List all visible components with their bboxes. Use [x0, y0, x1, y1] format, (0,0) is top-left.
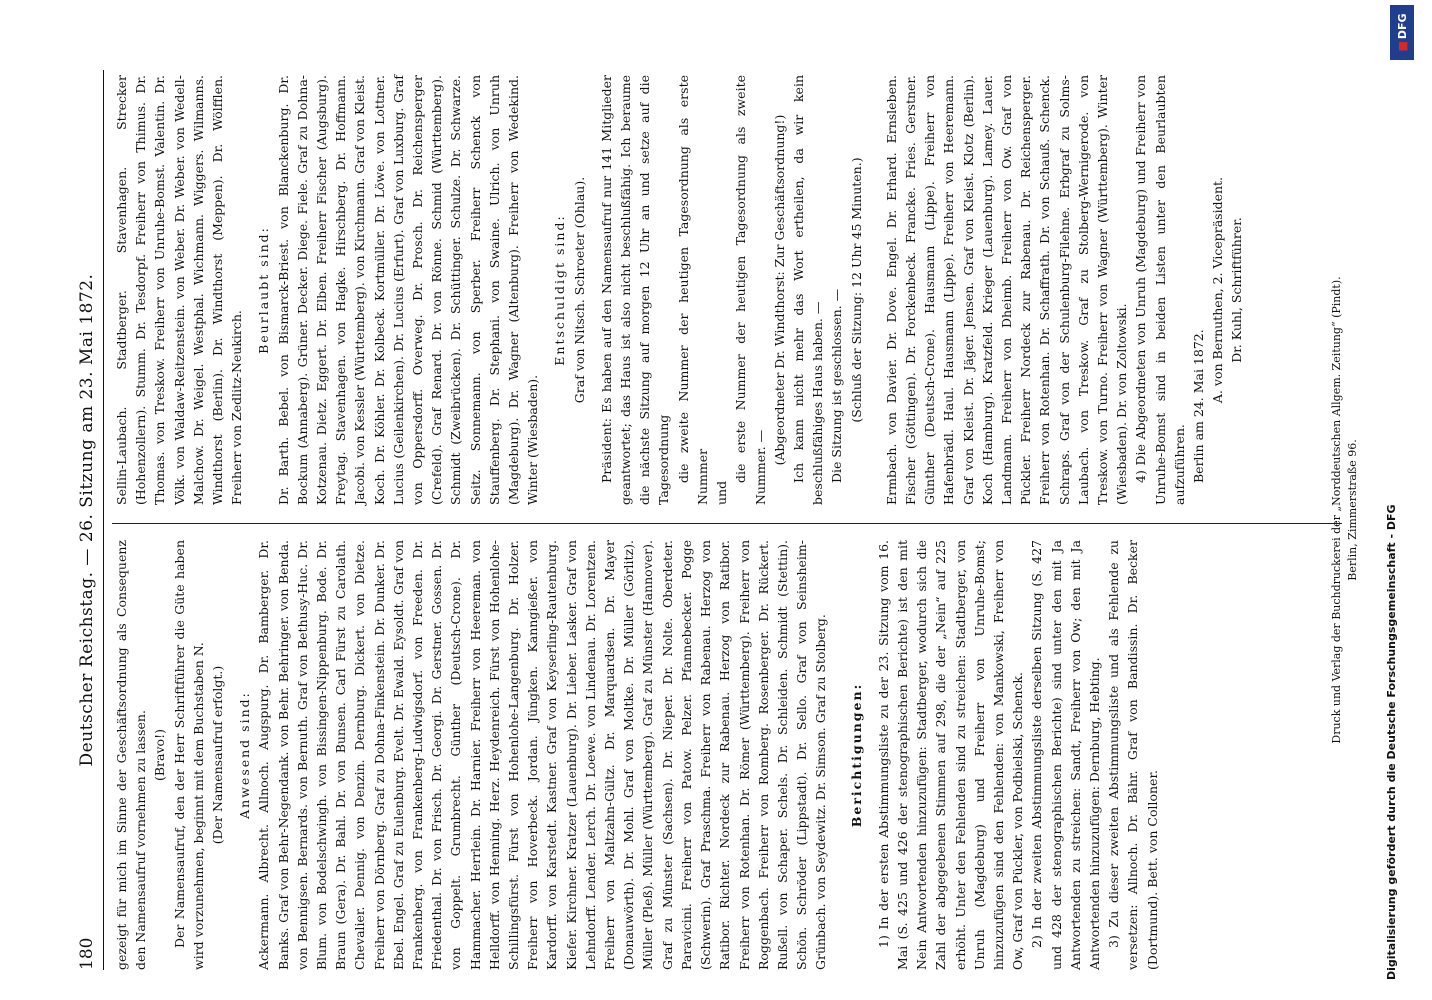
tagesordnung-item: die erste Nummer der heutigen Tagesordnung als zweite Nummer. —: [733, 75, 768, 505]
page-number: 180: [77, 937, 97, 970]
right-column: [112, 75, 1247, 505]
paragraph: Die Sitzung ist geschlossen. —: [829, 288, 845, 483]
stage-remark: (Abgeordneter Dr. Windthorst: Zur Geschäftsordnung!): [771, 114, 787, 466]
conjunction: und: [714, 480, 730, 505]
berichtigung-item-1: 1) In der ersten Abstimmungsliste zu der 23. Sitzung vom 16. Mai (S. 425 und 426 der stenographischen Berichte) ist den mit Nein Antwortenden hinzuzufügen: Stadtberger, wodurch sich die Zahl der abgegebenen Stimmen auf 298, die der „Nein“ auf 225 erhöht. Unter den Fehlenden sind zu streichen: Stadtberger, von Unruh (Magdeburg) und Freiherr von Unruhe-Bomst; hinzuzufügen sind den Fehlenden: von Mankowski, Freiherr von Ow, Graf von Pückler, von Podbielski, Schenck.: [875, 540, 1026, 970]
signature-line: A. von Bernuthen, 2. Vicepräsident.: [1210, 176, 1226, 404]
entschuldigt-list: Graf von Nitsch. Schroeter (Ohlau).: [571, 176, 587, 404]
berichtigung-item-4: 4) Die Abgeordneten von Unruh (Magdeburg) und Freiherr von Unruhe-Bomst sind in beiden Listen unter den Beurlaubten aufzuführen.: [1133, 75, 1187, 505]
signature-line: Dr. Kuhl, Schriftführer.: [1229, 217, 1245, 363]
dfg-logo: ■ DFG: [1390, 5, 1414, 60]
beurlaubt-heading: Beurlaubt sind:: [256, 226, 272, 354]
praesident-speech: Präsident: Es haben auf den Namensaufruf nur 141 Mitglieder geantwortet; das Haus ist also nicht beschlußfähig. Ich beraume die nächste Sitzung auf morgen 12 Uhr an und setze auf die Tagesordnung: [598, 75, 672, 505]
berichtigung-list-continued: Ermbach. von Davier. Dr. Dove. Engel. Dr. Erhard. Ernsleben. Fischer (Göttingen). Dr. Forckenbeck. Francke. Fries. Gerstner. Günther (Deutsch-Crone). Hausmann (Lippe). Freiherr von Hafenbrädl. Haul. Hausmann (Lippe). Freiherr von Heeremann. Graf von Kleist. Dr. Jäger. Jensen. Graf von Kleist. Klotz (Berlin). Koch (Hamburg). Kratzfeld. Krieger (Lauenburg). Lamey. Lauer. Landmann. Freiherr von Dheimb. Freiherr von Ow. Graf von Pückler. Freiherr Nordeck zur Rabenau. Dr. Reichensperger. Freiherr von Rotenhan. Dr. Schaffrath. Dr. von Schauß. Schenck. Schraps. Graf von der Schulenburg-Filehne. Erbgraf zu Solms-Laubach. von Treskow. Graf zu Stolberg-Wernigerode. von Treskow. von Turno. Freiherr von Wagner (Württemberg). Winter (Wiesbaden). Dr. von Zoltowski.: [883, 75, 1130, 505]
berichtigung-item-2: 2) In der zweiten Abstimmungsliste derselben Sitzung (S. 427 und 428 der stenographischen Berichte) sind unter den mit Ja Antwortenden zu streichen: Sandt, Freiherr von Ow; den mit Ja Antwortenden hinzuzufügen: Dernburg, Hebting.: [1029, 540, 1102, 970]
stage-remark: (Der Namensaufruf erfolgt.): [210, 665, 226, 845]
beurlaubt-list: Dr. Barth. Bebel. von Bismarck-Briest. von Blanckenburg. Dr. Bockum (Annaberg). Grüner. Decker. Diege. Fiele. Graf zu Dohna-Kotzenau. Dietz. Eggert. Dr. Elben. Freiherr Fischer (Augsburg). Freytag. Stavenhagen. von Hagke. Hirschberg. Dr. Hoffmann. Jacobi. von Kessler (Württemberg). von Kirchmann. Graf von Kleist. Koch. Dr. Köhler. Dr. Kolbeck. Kortmüller. Dr. Löwe. von Lottner. Lucius (Geilenkirchen). Dr. Lucius (Erfurt). Graf von Luxburg. Graf von Oppersdorff. Overweg. Dr. Prosch. Dr. Reichensperger (Crefeld). Graf Renard. Dr. von Rönne. Schmid (Württemberg). Schmidt (Zweibrücken). Dr. Schüttinger. Schulze. Dr. Schwarze. Seitz. Sonnemann. von Sperber. Freiherr Schenck von Stauffenberg. Dr. Stephani. von Swaine. Ulrich. von Unruh (Magdeburg). Dr. Wagner (Altenburg). Freiherr von Wedekind. Winter (Wiesbaden).: [275, 75, 541, 505]
tagesordnung-item: die zweite Nummer der heutigen Tagesordnung als erste Nummer: [675, 75, 710, 505]
anwesend-list-continued: Sellin-Laubach. Stadtberger. Stavenhagen. Strecker (Hohenzollern). Stumm. Dr. Tesdorpf. Freiherr von Thimus. Dr. Thomas. von Treskow. Freiherr von Unruhe-Bomst. Valentin. Dr. Völk. von Waldaw-Reitzenstein. von Weber. Dr. Weber. von Wedell-Malchow. Dr. Weigel. Westphal. Wichmann. Wiggers. Wilmanns. Windthorst (Berlin). Dr. Windthorst (Meppen). Dr. Wölfflen. Freiherr von Zedlitz-Neukirch.: [114, 75, 245, 505]
dateline: Berlin am 24. Mai 1872.: [1190, 329, 1206, 483]
bravo-remark: (Bravo!): [152, 729, 168, 781]
berichtigung-item-3: 3) Zu dieser zweiten Abstimmungsliste und als Fehlende zu versetzen: Allnoch. Dr. Bähr. Graf von Bandissin. Dr. Becker (Dortmund). Bett. von Colloner.: [1106, 540, 1160, 970]
anwesend-list: Ackermann. Albrecht. Allnoch. Augspurg. Dr. Bamberger. Dr. Banks. Graf von Behr-Negendank. von Behr. Behringer. von Benda. von Bennigsen. Bernards. von Bernuth. Graf von Bethusy-Huc. Dr. Blum. von Bodelschwingh. von Bissingen-Nippenburg. Bode. Dr. Braun (Gera). Dr. Bahl. Dr. von Bunsen. Carl Fürst zu Carolath. Chevalier. Dennig. von Denzin. Dernburg. Dickert. von Dietze. Freiherr von Dörnberg. Graf zu Dohna-Finkenstein. Dr. Dunker. Dr. Ebel. Engel. Graf zu Eulenburg. Evelt. Dr. Ewald. Eysoldt. Graf von Frankenberg. von Frankenberg-Ludwigsdorf. von Freeden. Dr. Friedenthal. Dr. von Frisch. Dr. Georgi. Dr. Gerstner. Gossen. Dr. von Goppelt. Grumbrecht. Günther (Deutsch-Crone). Dr. Hammacher. Herrlein. Dr. Harnier. Freiherr von Heereman. von Helldorff. von Henning. Herz. Heydenreich. Fürst von Hohenlohe-Schillingsfürst. Fürst von Hohenlohe-Langenburg. Dr. Holzer. Freiherr von Hoverbeck. Jordan. Jüngken. Kanngießer. von Kardorff. von Karstedt. Kastner. Graf von Keyserling-Rautenburg. Kiefer. Kirchner. Kratzer (Lauenburg). Dr. Lieber. Lasker. Graf von Lehndorff. Lender. Lerch. Dr. Loewe. von Lindenau. Dr. Lorentzen. Freiherr von Maltzahn-Gültz. Dr. Marquardsen. Dr. Mayer (Donauwörth). Dr. Mohl. Graf von Moltke. Dr. Müller (Görlitz). Müller (Pleß). Müller (Württemberg). Graf zu Münster (Hannover). Graf zu Münster (Sachsen). Dr. Nieper. Dr. Nolte. Oberdeter. Paravicini. Freiherr von Patow. Pelzer. Pfannebecker. Pogge (Schwerin). Graf Praschma. Freiherr von Rabenau. Herzog von Ratibor. Richter. Nordeck zur Rabenau. Herzog von Ratibor. Freiherr von Rotenhan. Dr. Römer (Württemberg). Freiherr von Roggenbach. Freiherr von Romberg. Rosenberger. Dr. Rückert. Rußell. von Schaper. Schels. Dr. Schleiden. Schmidt (Stettin). Schön. Schröder (Lippstadt). Dr. Sello. Graf von Seinsheim-Grünbach. von Seydewitz. Dr. Simson. Graf zu Stolberg.: [256, 540, 829, 970]
closing-remark: (Schluß der Sitzung: 12 Uhr 45 Minuten.): [848, 157, 864, 423]
printer-imprint: Druck und Verlag der Buchdruckerei der „Norddeutschen Allgem. Zeitung“ (Pindt).: [1330, 276, 1343, 744]
berichtigungen-heading: Berichtigungen:: [848, 682, 864, 828]
paragraph: Der Namensaufruf, den der Herr Schriftführer die Güte haben wird vorzunehmen, beginnt mit dem Buchstaben N.: [171, 540, 206, 970]
page-title: Deutscher Reichstag. — 26. Sitzung am 23. Mai 1872.: [77, 273, 97, 767]
page-header: [75, 70, 104, 970]
left-column: [112, 540, 1162, 970]
entschuldigt-heading: Entschuldigt sind:: [552, 214, 568, 366]
paragraph: gezeigt für mich im Sinne der Geschäftsordnung als Consequenz den Namensaufruf vornehmen zu lassen.: [114, 540, 149, 970]
column-divider: [112, 523, 1342, 524]
paragraph: Ich kann nicht mehr das Wort ertheilen, da wir kein beschlußfähiges Haus haben. —: [790, 75, 826, 505]
dfg-note: Digitalisierung gefördert durch die Deutsche Forschungsgemeinschaft - DFG: [1385, 504, 1398, 980]
printer-address: Berlin, Zimmerstraße 96.: [1346, 439, 1359, 581]
dfg-logo-mark: ■: [1395, 41, 1409, 52]
anwesend-heading: Anwesend sind:: [237, 691, 253, 819]
